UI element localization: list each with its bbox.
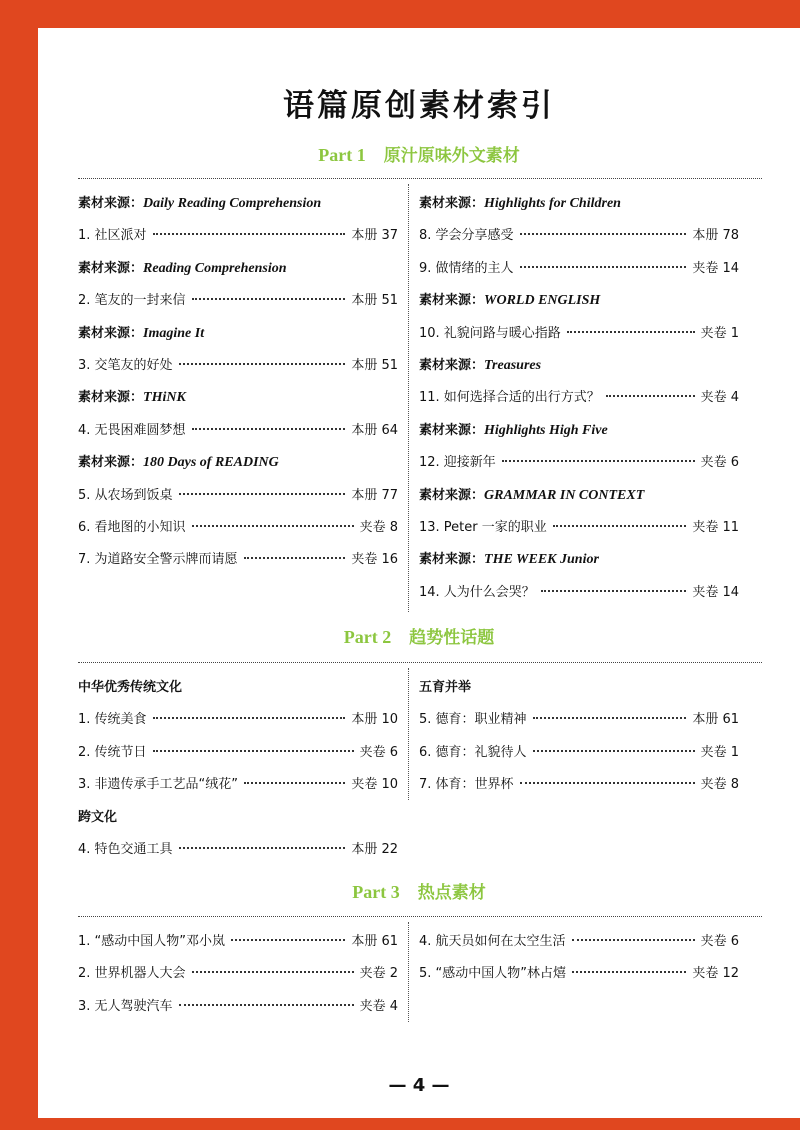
source-label: 素材来源： — [78, 260, 144, 276]
source-heading — [78, 192, 398, 214]
entry-title: 8. 学会分享感受 — [419, 228, 514, 244]
index-entry[interactable] — [78, 548, 398, 570]
leader-dots — [179, 363, 346, 365]
index-entry[interactable] — [419, 257, 739, 279]
entry-title: 3. 无人驾驶汽车 — [78, 998, 173, 1014]
source-heading — [419, 289, 739, 311]
source-heading — [78, 257, 398, 279]
index-entry[interactable] — [78, 741, 398, 763]
source-title: Highlights for Children — [484, 196, 621, 211]
index-entry[interactable] — [78, 354, 398, 376]
page-number: — 4 — — [388, 1075, 450, 1096]
part2-number: Part 2 — [343, 627, 392, 647]
leader-dots — [553, 525, 687, 527]
entry-title: 4. 无畏困难圆梦想 — [78, 422, 186, 438]
entry-page: 夹卷 10 — [351, 777, 398, 793]
entry-page: 夹卷 4 — [359, 998, 398, 1014]
source-heading — [78, 451, 398, 473]
category-heading: 跨文化 — [78, 809, 118, 825]
leader-dots — [572, 971, 686, 973]
entry-page: 夹卷 6 — [359, 744, 398, 760]
index-entry[interactable] — [419, 741, 739, 763]
entry-page: 本册 22 — [351, 842, 398, 857]
source-label: 素材来源： — [78, 455, 144, 471]
source-heading — [78, 386, 398, 408]
entry-title: 5. 从农场到饭桌 — [78, 487, 173, 503]
part2-heading — [38, 623, 800, 648]
index-entry[interactable] — [419, 451, 739, 473]
leader-dots — [179, 493, 346, 495]
leader-dots — [153, 750, 354, 752]
leader-dots — [502, 460, 695, 462]
entry-page: 夹卷 11 — [692, 520, 739, 535]
source-title: THE WEEK Junior — [484, 552, 599, 568]
index-entry[interactable] — [419, 224, 739, 246]
entry-page: 本册 64 — [351, 422, 398, 438]
index-entry[interactable] — [419, 962, 739, 984]
entry-page: 夹卷 1 — [700, 744, 739, 760]
part3-name: 热点素材 — [417, 883, 486, 903]
entry-title: 1. 社区派对 — [78, 228, 147, 244]
entry-page: 夹卷 8 — [359, 520, 398, 535]
entry-title: 5. 德育：职业精神 — [419, 712, 527, 728]
source-heading — [419, 192, 739, 214]
index-page — [38, 28, 800, 1118]
index-entry[interactable] — [419, 581, 739, 603]
index-entry[interactable] — [78, 773, 398, 795]
entry-page: 本册 78 — [692, 228, 739, 244]
source-heading — [78, 322, 398, 344]
part3-divider — [408, 922, 409, 1022]
entry-page: 本册 51 — [351, 293, 398, 309]
part3-heading — [38, 878, 800, 903]
source-label: 素材来源： — [78, 325, 144, 341]
entry-page: 本册 51 — [351, 358, 398, 373]
entry-title: 6. 德育：礼貌待人 — [419, 744, 527, 760]
entry-title: 10. 礼貌问路与暖心指路 — [419, 325, 561, 341]
entry-title: 13. Peter 一家的职业 — [419, 520, 547, 535]
entry-title: 14. 人为什么会哭？ — [419, 584, 535, 600]
entry-page: 夹卷 8 — [700, 777, 739, 793]
entry-title: 11. 如何选择合适的出行方式？ — [419, 390, 600, 406]
leader-dots — [541, 590, 687, 592]
leader-dots — [606, 395, 695, 397]
entry-title: 9. 做情绪的主人 — [419, 260, 514, 276]
entry-title: 4. 航天员如何在太空生活 — [419, 934, 566, 949]
source-heading — [419, 419, 739, 441]
leader-dots — [192, 298, 346, 300]
entry-page: 本册 10 — [351, 712, 398, 728]
index-entry[interactable] — [78, 516, 398, 538]
entry-title: 7. 为道路安全警示牌而请愿 — [78, 552, 238, 568]
entry-title: 12. 迎接新年 — [419, 455, 496, 471]
leader-dots — [520, 782, 695, 784]
source-heading — [419, 354, 739, 376]
index-entry[interactable] — [419, 773, 739, 795]
part2-rule — [78, 662, 762, 663]
source-title: WORLD ENGLISH — [484, 293, 601, 309]
source-label: 素材来源： — [419, 293, 485, 309]
page-title: 语篇原创素材索引 — [283, 88, 555, 124]
source-label: 素材来源： — [419, 422, 485, 438]
entry-page: 夹卷 4 — [700, 390, 739, 406]
source-title: Daily Reading Comprehension — [143, 196, 322, 211]
entry-page: 夹卷 2 — [359, 966, 398, 982]
category-heading: 中华优秀传统文化 — [78, 680, 183, 695]
part3-rule — [78, 916, 762, 917]
part1-heading — [38, 141, 800, 166]
leader-dots — [192, 428, 346, 430]
leader-dots — [244, 782, 345, 784]
index-entry[interactable] — [78, 419, 398, 441]
leader-dots — [533, 717, 687, 719]
leader-dots — [572, 939, 695, 941]
entry-title: 1. “感动中国人物”邓小岚 — [78, 934, 226, 949]
index-entry[interactable] — [419, 708, 739, 730]
index-entry[interactable] — [419, 516, 739, 538]
entry-page: 本册 61 — [351, 934, 398, 949]
entry-title: 6. 看地图的小知识 — [78, 520, 186, 535]
leader-dots — [192, 971, 354, 973]
category-heading: 五育并举 — [419, 680, 472, 695]
part3-number: Part 3 — [352, 882, 400, 902]
index-entry[interactable] — [78, 838, 398, 860]
source-title: GRAMMAR IN CONTEXT — [484, 487, 645, 503]
part2-name: 趋势性话题 — [409, 628, 495, 648]
index-entry[interactable] — [419, 322, 739, 344]
source-label: 素材来源： — [419, 552, 485, 568]
entry-title: 3. 非遗传承手工艺品“绒花” — [78, 777, 239, 793]
source-title: Imagine It — [143, 325, 205, 341]
entry-title: 2. 世界机器人大会 — [78, 966, 186, 982]
entry-page: 夹卷 16 — [351, 552, 398, 568]
entry-page: 本册 61 — [692, 712, 739, 728]
entry-page: 夹卷 12 — [692, 966, 739, 982]
leader-dots — [192, 525, 354, 527]
leader-dots — [231, 939, 345, 941]
entry-title: 5. “感动中国人物”林占熺 — [419, 966, 567, 982]
leader-dots — [153, 233, 346, 235]
source-heading — [419, 548, 739, 570]
leader-dots — [153, 717, 346, 719]
leader-dots — [244, 557, 346, 559]
index-entry[interactable] — [78, 995, 398, 1017]
part1-number: Part 1 — [318, 145, 366, 165]
entry-page: 夹卷 6 — [700, 934, 739, 949]
part1-rule — [78, 178, 762, 179]
leader-dots — [567, 331, 695, 333]
entry-page: 夹卷 6 — [700, 455, 739, 471]
source-label: 素材来源： — [78, 196, 144, 211]
entry-page: 本册 37 — [351, 228, 398, 244]
entry-page: 夹卷 1 — [700, 325, 739, 341]
source-label: 素材来源： — [419, 196, 485, 211]
part1-name: 原汁原味外文素材 — [383, 146, 520, 166]
entry-title: 4. 特色交通工具 — [78, 842, 173, 857]
entry-title: 2. 笔友的一封来信 — [78, 293, 186, 309]
leader-dots — [520, 266, 687, 268]
index-entry[interactable] — [78, 708, 398, 730]
entry-page: 本册 77 — [351, 487, 398, 503]
leader-dots — [179, 1004, 354, 1006]
entry-title: 2. 传统节日 — [78, 744, 147, 760]
index-entry[interactable] — [78, 289, 398, 311]
leader-dots — [533, 750, 695, 752]
source-label: 素材来源： — [78, 390, 144, 406]
entry-page: 夹卷 14 — [692, 584, 739, 600]
leader-dots — [520, 233, 687, 235]
entry-title: 1. 传统美食 — [78, 712, 147, 728]
entry-title: 7. 体育：世界杯 — [419, 777, 514, 793]
index-entry[interactable] — [78, 224, 398, 246]
source-heading — [419, 484, 739, 506]
entry-title: 3. 交笔友的好处 — [78, 358, 173, 373]
part1-divider — [408, 184, 409, 612]
source-label: 素材来源： — [419, 487, 485, 503]
index-entry[interactable] — [78, 930, 398, 952]
source-title: 180 Days of READING — [143, 455, 279, 471]
index-entry[interactable] — [419, 930, 739, 952]
source-title: Highlights High Five — [484, 422, 608, 438]
index-entry[interactable] — [419, 386, 739, 408]
source-label: 素材来源： — [419, 358, 485, 373]
source-title: THiNK — [143, 390, 186, 406]
index-entry[interactable] — [78, 484, 398, 506]
leader-dots — [179, 847, 346, 849]
source-title: Reading Comprehension — [143, 260, 287, 276]
index-entry[interactable] — [78, 962, 398, 984]
source-title: Treasures — [484, 358, 542, 373]
entry-page: 夹卷 14 — [692, 260, 739, 276]
part2-divider — [408, 668, 409, 800]
